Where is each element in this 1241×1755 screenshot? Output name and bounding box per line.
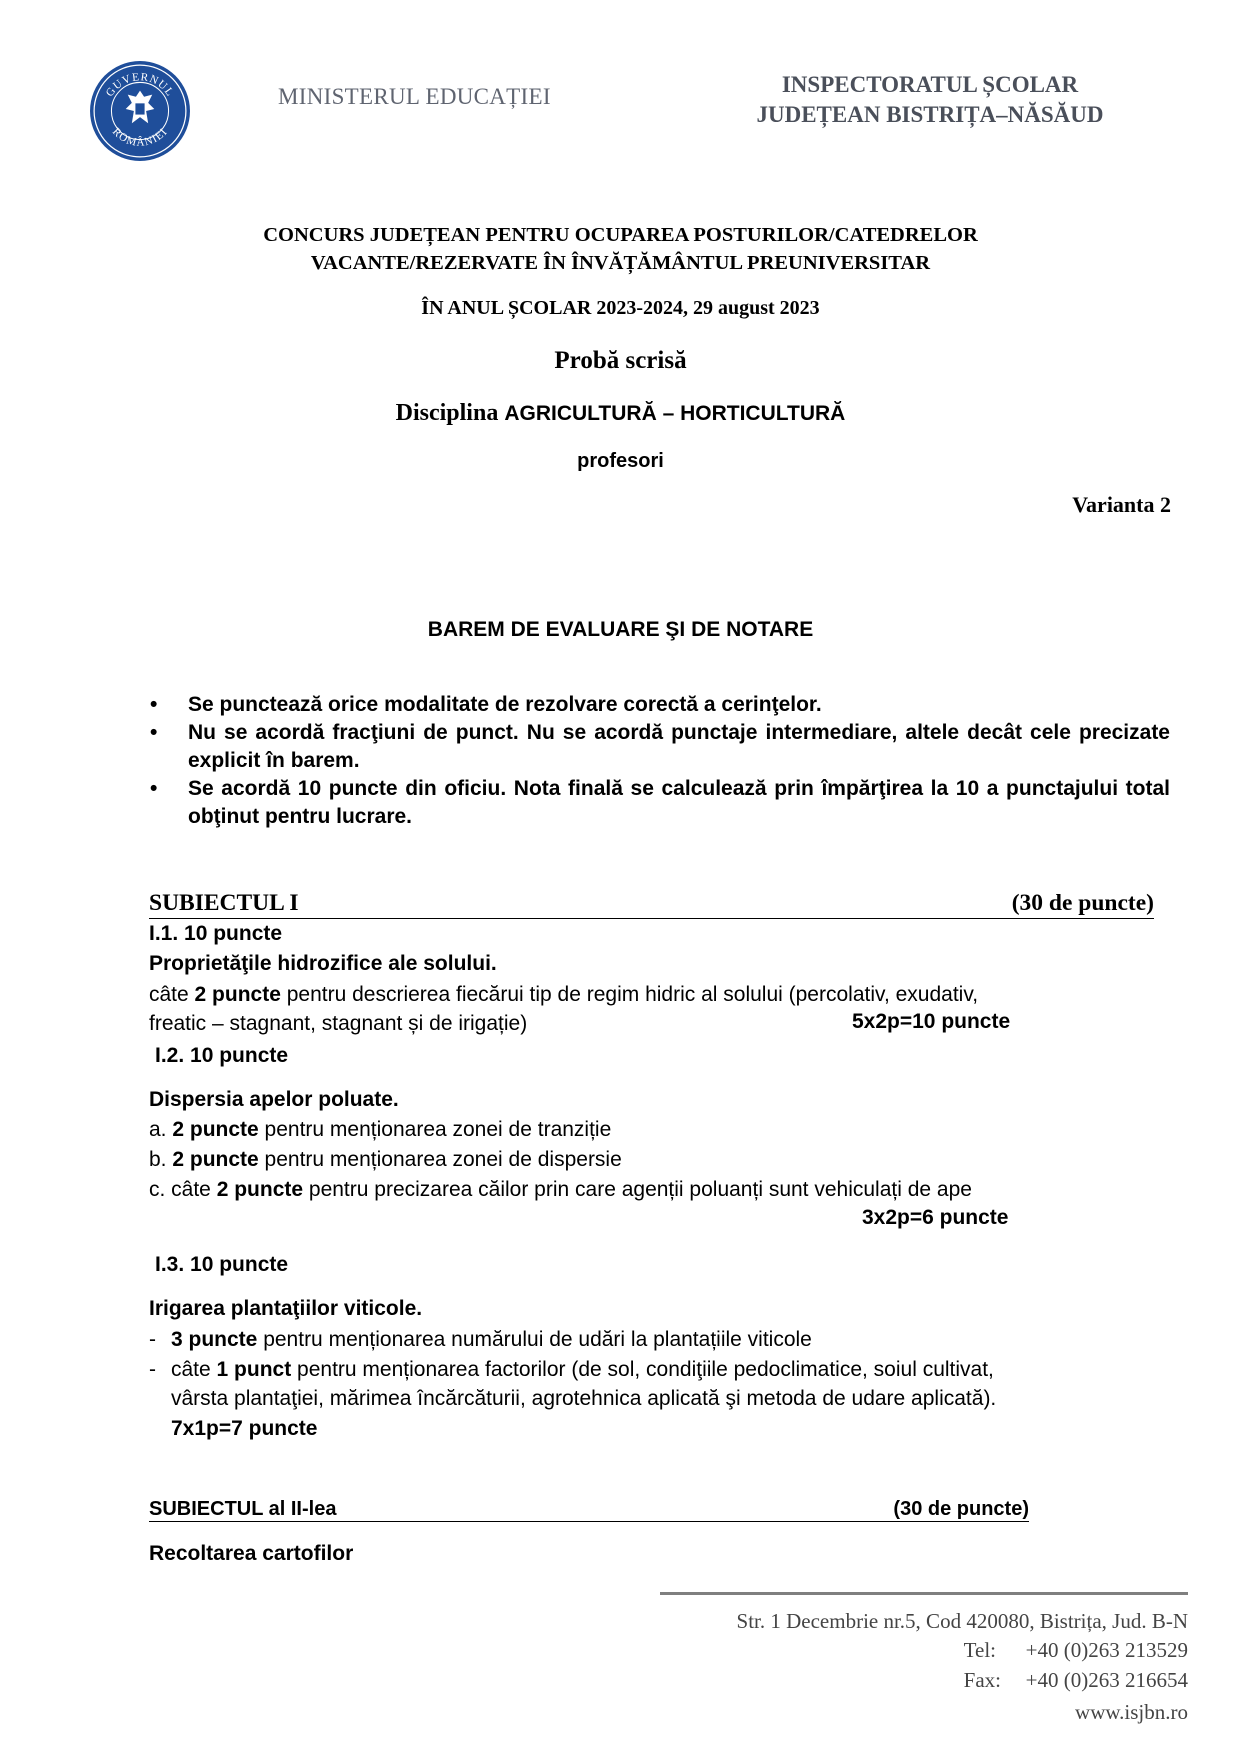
rule-bullet — [150, 775, 1170, 831]
i2-c-text: pentru precizarea căilor prin care agenții poluanți sunt vehiculați de ape — [303, 1178, 972, 1201]
rule-text: Nu se acordă fracţiuni de punct. Nu se acordă punctaje intermediare, altele decât cele precizate explicit în barem. — [188, 721, 1170, 772]
i2-b-points: 2 puncte — [172, 1148, 259, 1171]
subject2-points: (30 de puncte) — [893, 1498, 1029, 1520]
rule-bullet — [150, 719, 1170, 775]
tel-label: Tel: — [963, 1638, 997, 1662]
i1-line1-text: pentru descrierea fiecărui tip de regim hidric al solului (percolativ, exudativ, — [280, 983, 979, 1006]
subject1-points: (30 de puncte) — [1011, 890, 1154, 916]
i3-item1 — [149, 1325, 812, 1355]
rule-text: Se punctează orice modalitate de rezolvare corectă a cerinţelor. — [188, 693, 822, 716]
i2-item-b — [149, 1145, 622, 1175]
i2-heading: Dispersia apelor poluate. — [149, 1088, 399, 1111]
i2-c-points: 2 puncte — [216, 1178, 304, 1201]
i3-item2-points: 1 punct — [216, 1358, 292, 1381]
i2-b-text: pentru menționarea zonei de dispersie — [258, 1148, 622, 1171]
discipline — [0, 400, 1241, 427]
bullet-symbol: • — [150, 777, 158, 800]
bullet-symbol: • — [150, 721, 158, 744]
i1-label: I.1. 10 puncte — [149, 922, 283, 945]
tel-number: +40 (0)263 213529 — [1025, 1638, 1188, 1662]
dash-marker: - — [149, 1328, 156, 1351]
i3-label: I.3. 10 puncte — [155, 1253, 289, 1276]
contest-title-line1: CONCURS JUDEȚEAN PENTRU OCUPAREA POSTURILOR/CATEDRELOR — [263, 224, 978, 246]
rule-text: Se acordă 10 puncte din oficiu. Nota finală se calculează prin împărţirea la 10 a punctajului total obţinut pentru lucrare. — [188, 777, 1170, 828]
i1-points: 2 puncte — [194, 983, 281, 1006]
i3-heading: Irigarea plantaţiilor viticole. — [149, 1297, 423, 1320]
footer-divider — [660, 1592, 1188, 1595]
subject2-header — [149, 1496, 1029, 1522]
inspectorate-name — [700, 70, 1160, 130]
ministry-name: MINISTERUL EDUCAȚIEI — [278, 84, 551, 109]
i2-label: I.2. 10 puncte — [155, 1044, 289, 1067]
i3-item1-text: pentru menționarea numărului de udări la plantațiile viticole — [257, 1328, 812, 1351]
i2-b-prefix: b. — [149, 1148, 173, 1171]
i3-item1-points: 3 puncte — [171, 1328, 258, 1351]
i3-item2 — [149, 1355, 994, 1385]
i2-a-prefix: a. — [149, 1118, 173, 1141]
discipline-name: AGRICULTURĂ – HORTICULTURĂ — [504, 402, 846, 425]
i1-line2: freatic – stagnant, stagnant și de irigație) — [149, 1012, 528, 1035]
i2-item-a — [149, 1115, 611, 1145]
i2-a-points: 2 puncte — [172, 1118, 259, 1141]
i2-c-prefix: c. câte — [149, 1178, 217, 1201]
subject2-heading: Recoltarea cartofilor — [149, 1542, 354, 1565]
i3-item2-line2: vârsta plantaţiei, mărimea încărcăturii, agrotehnica aplicată şi metoda de udare aplicată). — [171, 1387, 997, 1410]
subject2-title: SUBIECTUL al II-lea — [149, 1498, 337, 1520]
i1-heading: Proprietăţile hidrozifice ale solului. — [149, 952, 497, 975]
fax-number: +40 (0)263 216654 — [1025, 1668, 1188, 1692]
i2-a-text: pentru menționarea zonei de tranziție — [258, 1118, 612, 1141]
subject1-header — [149, 888, 1154, 919]
inspectorate-line2: JUDEȚEAN BISTRIȚA–NĂSĂUD — [756, 102, 1104, 127]
dash-marker: - — [149, 1358, 156, 1381]
variant-label: Varianta 2 — [1072, 492, 1171, 517]
audience: profesori — [577, 450, 664, 472]
i3-score: 7x1p=7 puncte — [171, 1417, 318, 1440]
government-seal-logo — [89, 60, 191, 162]
footer-phone — [964, 1638, 1188, 1663]
svg-text:GUVERNUL: GUVERNUL — [103, 71, 177, 100]
i2-item-c — [149, 1175, 972, 1205]
i1-line1 — [149, 980, 978, 1010]
subject1-title: SUBIECTUL I — [149, 890, 299, 916]
bullet-symbol: • — [150, 693, 158, 716]
barem-title: BAREM DE EVALUARE ŞI DE NOTARE — [427, 618, 814, 641]
exam-type: Probă scrisă — [554, 347, 687, 374]
i1-pre: câte — [149, 983, 195, 1006]
i3-item2-text: pentru menționarea factorilor (de sol, condiţiile pedoclimatice, soiul cultivat, — [291, 1358, 994, 1381]
i2-score: 3x2p=6 puncte — [862, 1206, 1009, 1229]
i3-item2-prefix: câte — [171, 1358, 217, 1381]
contest-title-line2: VACANTE/REZERVATE ÎN ÎNVĂȚĂMÂNTUL PREUNIVERSITAR — [310, 252, 931, 274]
inspectorate-line1: INSPECTORATUL ȘCOLAR — [781, 72, 1079, 97]
footer-website[interactable]: www.isjbn.ro — [1075, 1700, 1188, 1724]
fax-label: Fax: — [963, 1668, 1001, 1692]
i1-score: 5x2p=10 puncte — [852, 1010, 1011, 1033]
discipline-prefix: Disciplina — [395, 400, 505, 426]
school-year: ÎN ANUL ȘCOLAR 2023-2024, 29 august 2023 — [421, 297, 820, 319]
rule-bullet — [150, 691, 1170, 719]
footer-fax — [964, 1668, 1188, 1693]
svg-text:ROMÂNIEI: ROMÂNIEI — [109, 125, 171, 149]
footer-address: Str. 1 Decembrie nr.5, Cod 420080, Bistrița, Jud. B-N — [736, 1609, 1188, 1633]
